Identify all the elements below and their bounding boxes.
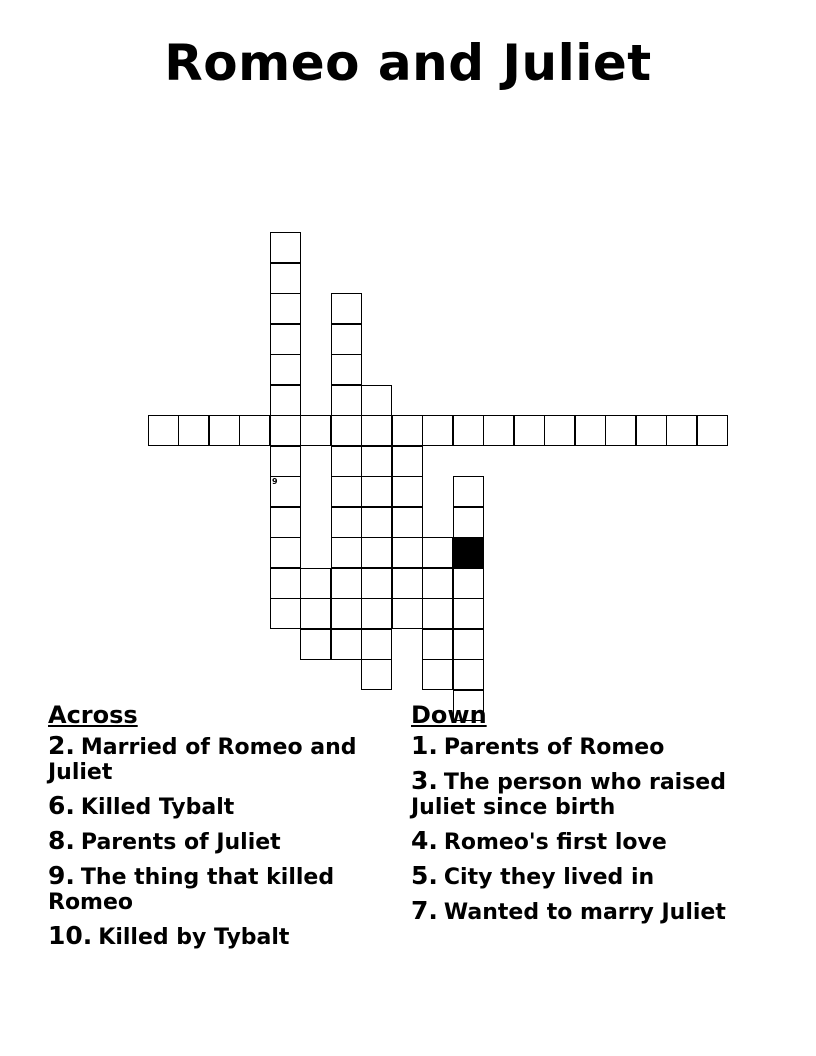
grid-cell[interactable]	[270, 232, 301, 263]
grid-cell[interactable]	[361, 446, 392, 477]
grid-cell[interactable]	[239, 415, 270, 446]
grid-cell[interactable]	[331, 293, 362, 324]
grid-cell[interactable]	[270, 568, 301, 599]
blocked-cell	[453, 537, 484, 568]
grid-cell[interactable]	[270, 354, 301, 385]
grid-cell[interactable]	[361, 629, 392, 660]
grid-cell[interactable]	[270, 324, 301, 355]
grid-cell[interactable]	[483, 415, 514, 446]
grid-cell[interactable]	[361, 415, 392, 446]
down-clue	[411, 863, 781, 890]
clue-number: 4.	[411, 826, 438, 855]
across-clues	[48, 700, 378, 958]
grid-cell[interactable]	[422, 537, 453, 568]
grid-cell[interactable]	[331, 354, 362, 385]
grid-cell[interactable]	[331, 629, 362, 660]
grid-cell[interactable]	[361, 659, 392, 690]
grid-cell[interactable]	[453, 476, 484, 507]
grid-cell[interactable]	[392, 507, 423, 538]
page-title: Romeo and Juliet	[164, 34, 652, 92]
down-clue	[411, 828, 781, 855]
clue-number: 5.	[411, 861, 438, 890]
grid-cell[interactable]	[331, 507, 362, 538]
grid-cell[interactable]	[575, 415, 606, 446]
grid-cell[interactable]	[270, 446, 301, 477]
clue-number: 3.	[411, 766, 438, 795]
clue-number: 9.	[48, 861, 75, 890]
across-clue	[48, 923, 378, 950]
grid-cell[interactable]	[453, 507, 484, 538]
grid-cell[interactable]	[331, 598, 362, 629]
grid-cell[interactable]	[270, 385, 301, 416]
grid-cell[interactable]	[331, 476, 362, 507]
grid-cell[interactable]	[270, 293, 301, 324]
grid-cell[interactable]	[361, 537, 392, 568]
grid-cell[interactable]	[209, 415, 240, 446]
clue-number: 7.	[411, 896, 438, 925]
grid-cell[interactable]	[422, 415, 453, 446]
across-clue	[48, 793, 378, 820]
grid-cell[interactable]	[331, 537, 362, 568]
grid-cell[interactable]	[453, 659, 484, 690]
grid-cell[interactable]	[422, 568, 453, 599]
grid-cell[interactable]	[453, 629, 484, 660]
grid-cell[interactable]	[392, 446, 423, 477]
cell-number: 9	[272, 477, 278, 486]
grid-cell[interactable]	[666, 415, 697, 446]
grid-cell[interactable]	[422, 629, 453, 660]
grid-cell[interactable]	[361, 598, 392, 629]
clue-text: Wanted to marry Juliet	[443, 900, 726, 925]
down-clue	[411, 898, 781, 925]
grid-cell[interactable]	[270, 476, 301, 507]
grid-cell[interactable]	[361, 507, 392, 538]
clue-number: 1.	[411, 731, 438, 760]
grid-cell[interactable]	[270, 415, 301, 446]
grid-cell[interactable]	[636, 415, 667, 446]
across-clue	[48, 733, 378, 785]
grid-cell[interactable]	[514, 415, 545, 446]
grid-cell[interactable]	[605, 415, 636, 446]
clue-text: The thing that killed Romeo	[48, 865, 335, 915]
grid-cell[interactable]	[331, 568, 362, 599]
clue-number: 2.	[48, 731, 75, 760]
grid-cell[interactable]	[361, 476, 392, 507]
grid-cell[interactable]	[544, 415, 575, 446]
down-heading: Down	[411, 701, 487, 729]
down-clue	[411, 768, 781, 820]
grid-cell[interactable]	[697, 415, 728, 446]
grid-cell[interactable]	[422, 598, 453, 629]
grid-cell[interactable]	[392, 537, 423, 568]
clue-text: City they lived in	[443, 865, 655, 890]
clue-text: Romeo's first love	[443, 830, 667, 855]
grid-cell[interactable]	[270, 263, 301, 294]
grid-cell[interactable]	[270, 507, 301, 538]
down-clues	[411, 700, 781, 933]
grid-cell[interactable]	[392, 476, 423, 507]
grid-cell[interactable]	[392, 415, 423, 446]
grid-cell[interactable]	[361, 385, 392, 416]
clue-number: 10.	[48, 921, 93, 950]
clue-number: 6.	[48, 791, 75, 820]
across-heading: Across	[48, 701, 138, 729]
grid-cell[interactable]	[300, 568, 331, 599]
grid-cell[interactable]	[331, 415, 362, 446]
grid-cell[interactable]	[270, 598, 301, 629]
grid-cell[interactable]	[453, 415, 484, 446]
clue-text: Parents of Juliet	[80, 830, 281, 855]
grid-cell[interactable]	[148, 415, 179, 446]
grid-cell[interactable]	[178, 415, 209, 446]
grid-cell[interactable]	[392, 598, 423, 629]
grid-cell[interactable]	[331, 324, 362, 355]
grid-cell[interactable]	[270, 537, 301, 568]
grid-cell[interactable]	[300, 415, 331, 446]
clue-text: Parents of Romeo	[443, 735, 665, 760]
clue-text: Killed Tybalt	[80, 795, 235, 820]
grid-cell[interactable]	[361, 568, 392, 599]
grid-cell[interactable]	[331, 446, 362, 477]
across-clue	[48, 863, 378, 915]
grid-cell[interactable]	[300, 598, 331, 629]
clue-text: Married of Romeo and Juliet	[48, 735, 357, 785]
clue-text: The person who raised Juliet since birth	[411, 770, 726, 820]
down-clue	[411, 733, 781, 760]
grid-cell[interactable]	[453, 568, 484, 599]
grid-cell[interactable]	[392, 568, 423, 599]
grid-cell[interactable]	[331, 385, 362, 416]
grid-cell[interactable]	[300, 629, 331, 660]
clue-number: 8.	[48, 826, 75, 855]
grid-cell[interactable]	[453, 598, 484, 629]
across-clue	[48, 828, 378, 855]
grid-cell[interactable]	[422, 659, 453, 690]
clue-text: Killed by Tybalt	[98, 925, 290, 950]
